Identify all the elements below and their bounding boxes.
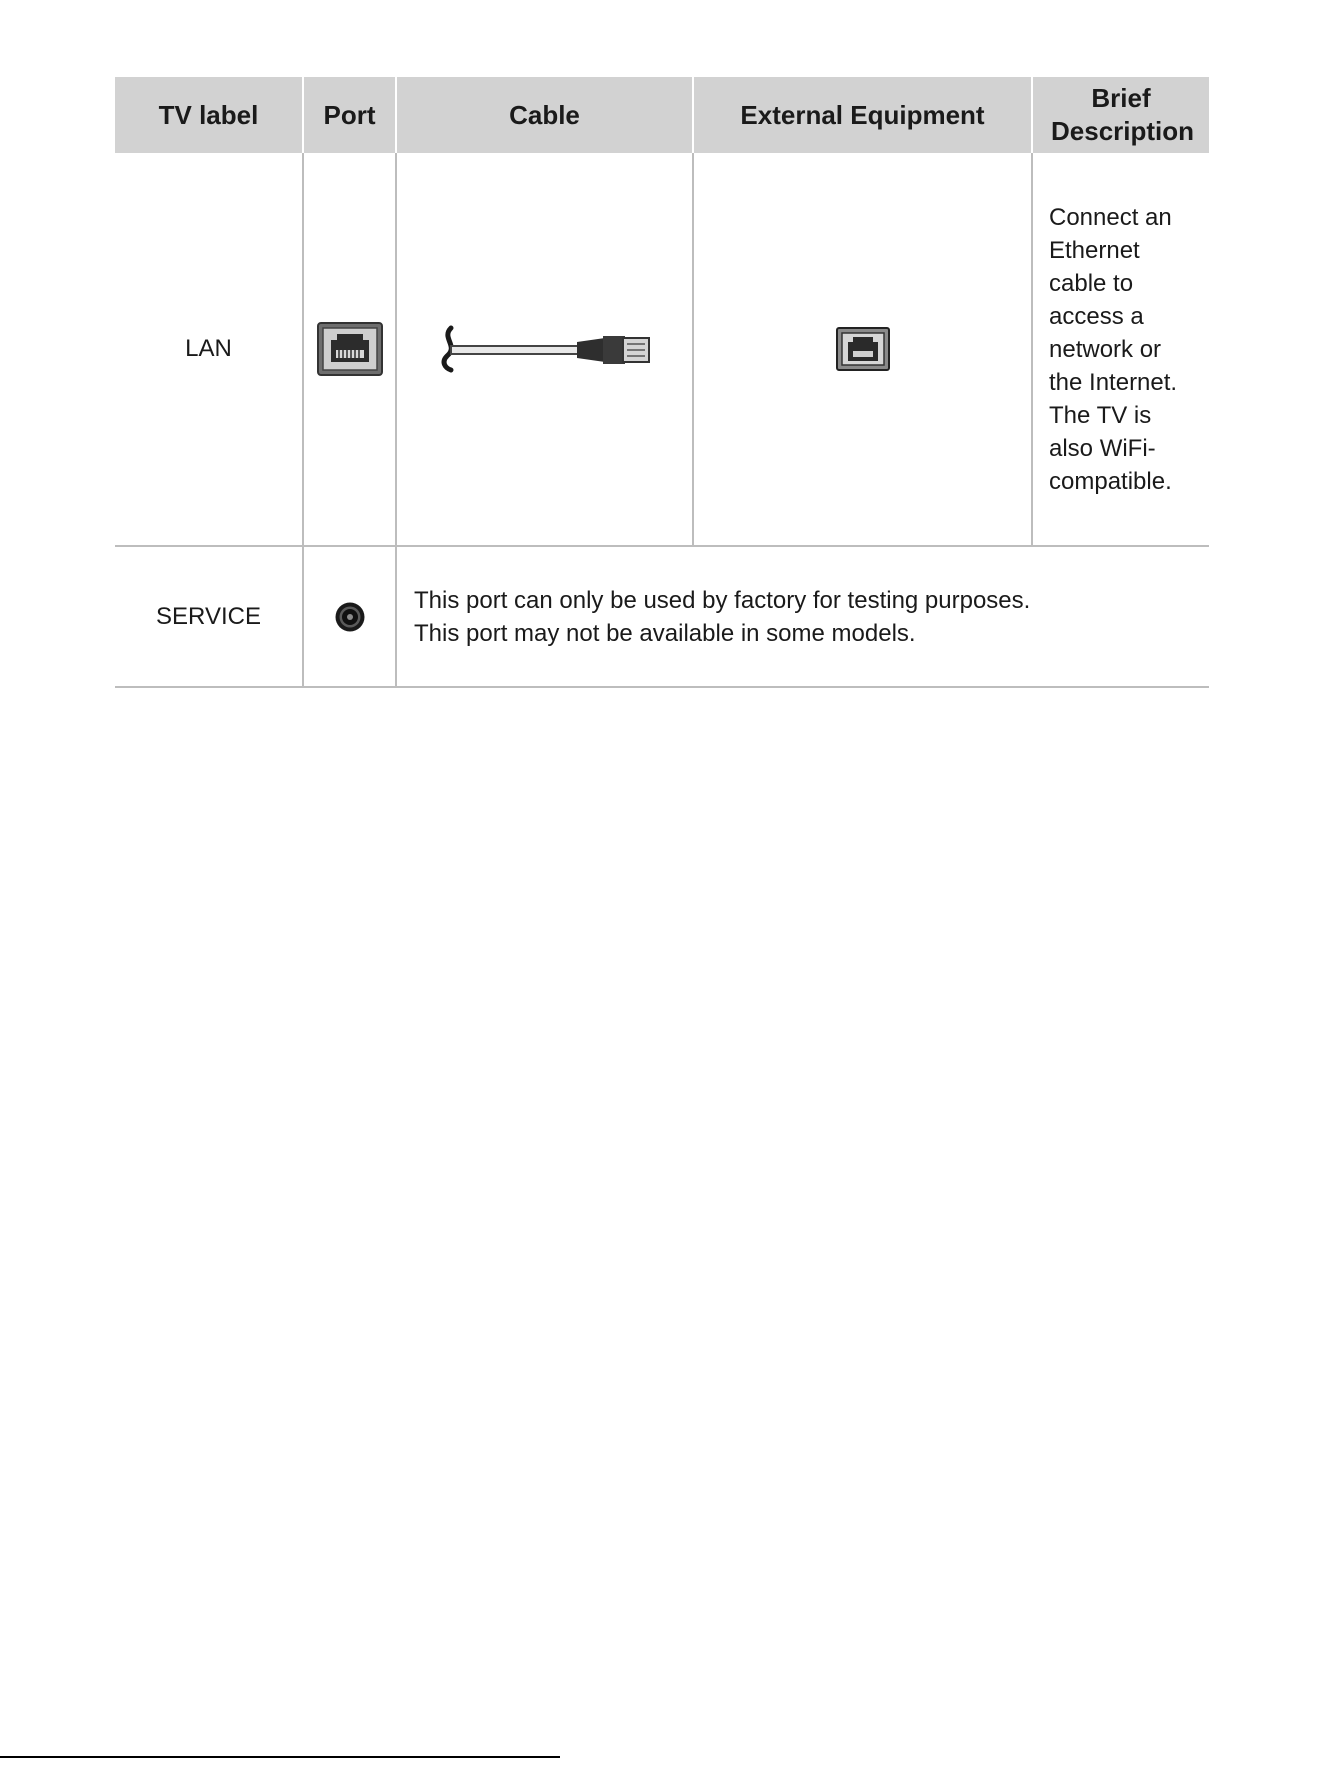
- header-brief-description-text: Brief Description: [1051, 83, 1195, 146]
- description-line: network or: [1049, 335, 1162, 363]
- description-line: Ethernet: [1049, 236, 1140, 264]
- service-description-line: This port can only be used by factory for testing purposes.: [414, 586, 1031, 614]
- header-brief-description: [1032, 77, 1209, 153]
- service-jack-icon: [334, 601, 366, 633]
- service-description-cell: [396, 546, 1209, 687]
- external-equipment-cell: [693, 153, 1032, 546]
- service-description-line: This port may not be available in some models.: [414, 619, 916, 647]
- header-port: Port: [303, 77, 396, 153]
- ethernet-cable-icon: [437, 324, 653, 374]
- port-cell: [303, 546, 396, 687]
- brief-description-cell: [1032, 153, 1209, 546]
- header-tv-label: TV label: [115, 77, 303, 153]
- description-line: access a: [1049, 302, 1144, 330]
- description-line: the Internet.: [1049, 368, 1178, 396]
- page-footer-rule: [0, 1756, 560, 1758]
- description-line: The TV is: [1049, 401, 1152, 429]
- description-line: cable to: [1049, 269, 1134, 297]
- tv-label-cell: LAN: [115, 153, 303, 546]
- cable-cell: [396, 153, 693, 546]
- description-line: compatible.: [1049, 467, 1172, 495]
- port-connection-table: [115, 77, 1209, 688]
- table-row: [115, 153, 1209, 546]
- port-cell: [303, 153, 396, 546]
- header-external-equipment: External Equipment: [693, 77, 1032, 153]
- table-header-row: [115, 77, 1209, 153]
- table-row: [115, 546, 1209, 687]
- rj45-port-icon: [317, 322, 383, 376]
- description-line: Connect an: [1049, 203, 1172, 231]
- header-cable: Cable: [396, 77, 693, 153]
- ethernet-port-icon: [836, 327, 890, 371]
- description-line: also WiFi-: [1049, 434, 1156, 462]
- tv-label-cell: SERVICE: [115, 546, 303, 687]
